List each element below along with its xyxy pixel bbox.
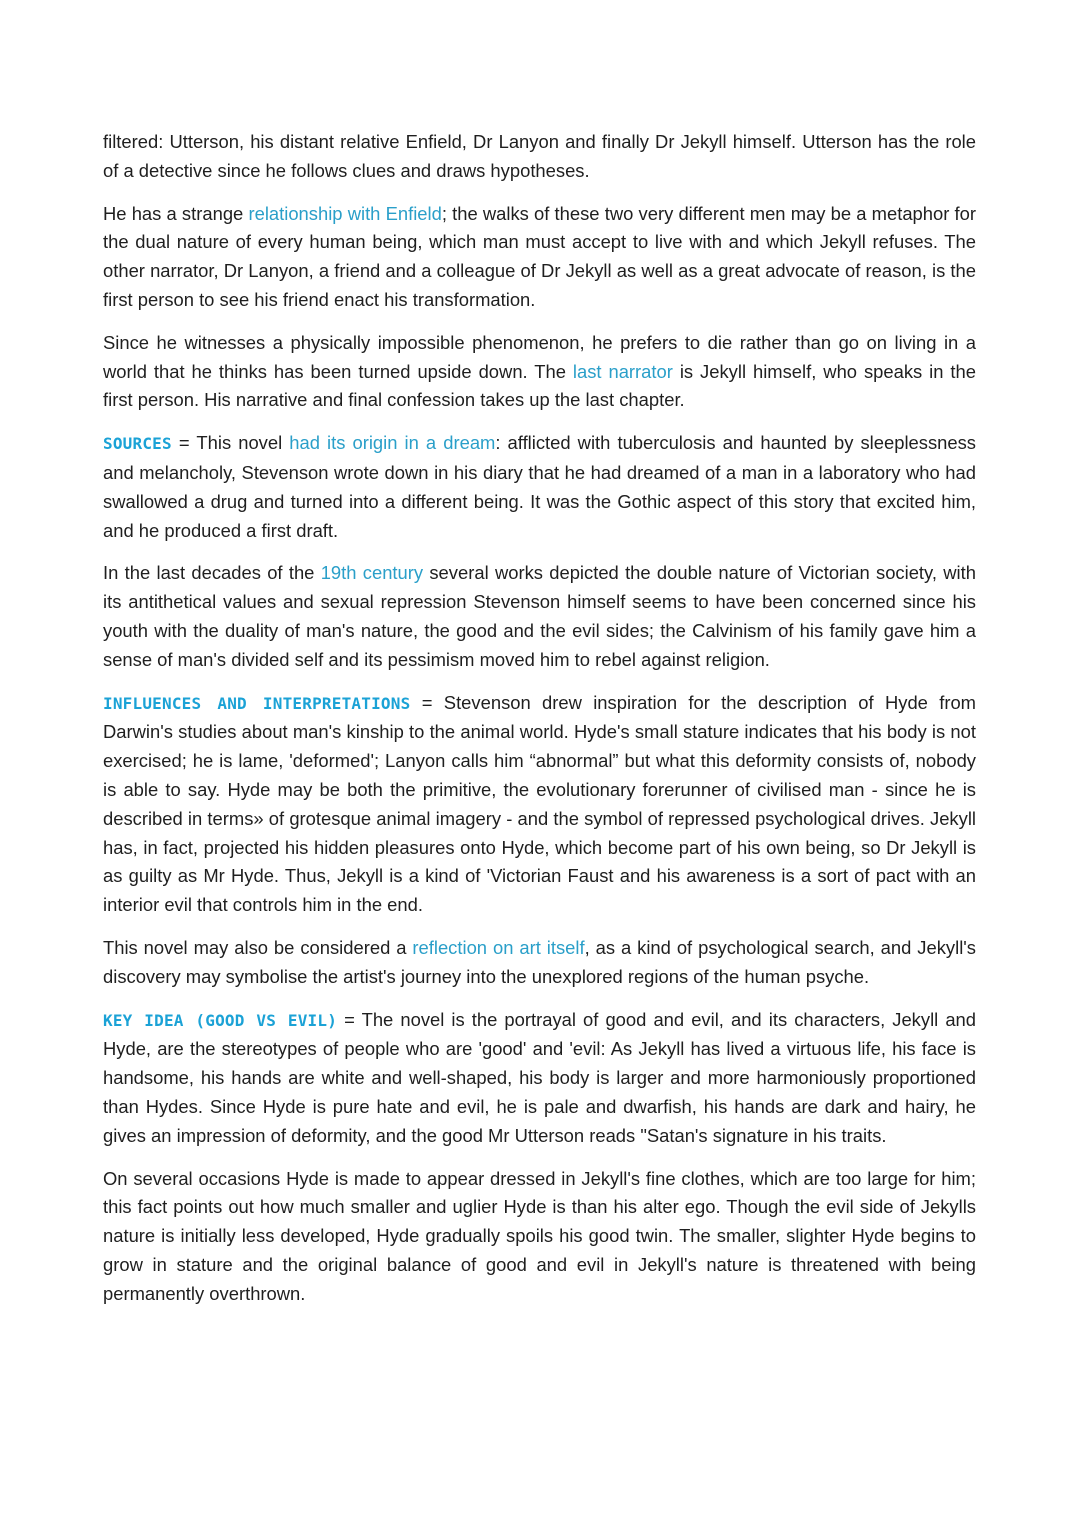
highlighted-phrase: last narrator [572,360,673,382]
paragraph-p7 [103,934,976,992]
body-text: = This novel [171,432,290,454]
section-heading: KEY IDEA (GOOD VS EVIL) [103,1010,338,1030]
paragraph-p8 [103,1006,976,1151]
paragraph-p6 [103,689,976,920]
body-text: Since he witnesses a physically impossible phenomenon, he prefers to die rather than go on living in a world that he thinks has been turned upside down. The [103,331,976,382]
paragraph-p3 [103,329,976,415]
body-text: On several occasions Hyde is made to appear dressed in Jekyll's fine clothes, which are too large for him; this fact points out how much smaller and uglier Hyde is than his alter ego. Though the evil side of Jekylls nature is initially less developed, Hyde gradually spoils his good twin. The smaller, slighter Hyde begins to grow in stature and the original balance of good and evil in Jekyll's nature is threatened with being permanently overthrown. [103,1167,976,1304]
paragraph-p5 [103,559,976,674]
body-text: In the last decades of the [103,562,321,584]
highlighted-phrase: relationship with Enfield [248,202,442,224]
body-text: He has a strange [103,202,249,224]
paragraph-p2 [103,200,976,315]
body-text: is Jekyll himself, who speaks in the first person. His narrative and final confession takes up the last chapter. [103,360,977,411]
highlighted-phrase: reflection on art itself [412,936,585,958]
paragraph-p9 [103,1165,976,1309]
section-heading: INFLUENCES AND INTERPRETATIONS [103,693,411,713]
highlighted-phrase: 19th century [320,562,424,584]
body-text: ; the walks of these two very different men may be a metaphor for the dual nature of every human being, which man must accept to live with and which Jekyll refuses. The other narrator, Dr Lanyon, a friend and a colleague of Dr Jekyll as well as a great advocate of reason, is the first person to see his friend enact his transformation. [103,202,977,310]
paragraph-p1 [103,128,976,186]
body-text: filtered: Utterson, his distant relative Enfield, Dr Lanyon and finally Dr Jekyll himself. Utterson has the role of a detective since he follows clues and draws hypotheses. [103,131,976,181]
body-text: : afflicted with tuberculosis and haunted by sleeplessness and melancholy, Stevenson wrote down in his diary that he had dreamed of a man in a laboratory who had swallowed a drug and turned into a different being. It was the Gothic aspect of this story that excited him, and he produced a first draft. [103,432,976,541]
body-text: several works depicted the double nature of Victorian society, with its antithetical values and sexual repression Stevenson himself seems to have been concerned since his youth with the duality of man's nature, the good and the evil sides; the Calvinism of his family gave him a sense of man's divided self and its pessimism moved him to rebel against religion. [103,562,976,670]
section-heading: SOURCES [103,434,172,454]
body-text: = The novel is the portrayal of good and evil, and its characters, Jekyll and Hyde, are the stereotypes of people who are 'good' and 'evil: As Jekyll has lived a virtuous life, his face is handsome, his hands are white and well-shaped, his body is larger and more harmoniously proportioned than Hydes. Since Hyde is pure hate and evil, he is pale and dwarfish, his hands are dark and hairy, he gives an impression of deformity, and the good Mr Utterson reads "Satan's signature in his traits. [103,1008,977,1146]
paragraph-p4 [103,429,976,545]
body-text: This novel may also be considered a [103,936,413,958]
highlighted-phrase: had its origin in a dream [289,432,496,454]
body-text: , as a kind of psychological search, and Jekyll's discovery may symbolise the artist's journey into the unexplored regions of the human psyche. [103,936,976,987]
body-text: = Stevenson drew inspiration for the description of Hyde from Darwin's studies about man's kinship to the animal world. Hyde's small stature indicates that his body is not exercised; he is lame, 'deformed'; Lanyon calls him “abnormal” but what this deformity consists of, nobody is able to say. Hyde may be both the primitive, the evolutionary forerunner of civilised man - since he is described in terms» of grotesque animal imagery - and the symbol of repressed psychological drives. Jekyll has, in fact, projected his hidden pleasures onto Hyde, which become part of his own being, so Dr Jekyll is as guilty as Mr Hyde. Thus, Jekyll is a kind of 'Victorian Faust and his awareness is a sort of pact with an interior evil that controls him in the end. [103,691,977,916]
